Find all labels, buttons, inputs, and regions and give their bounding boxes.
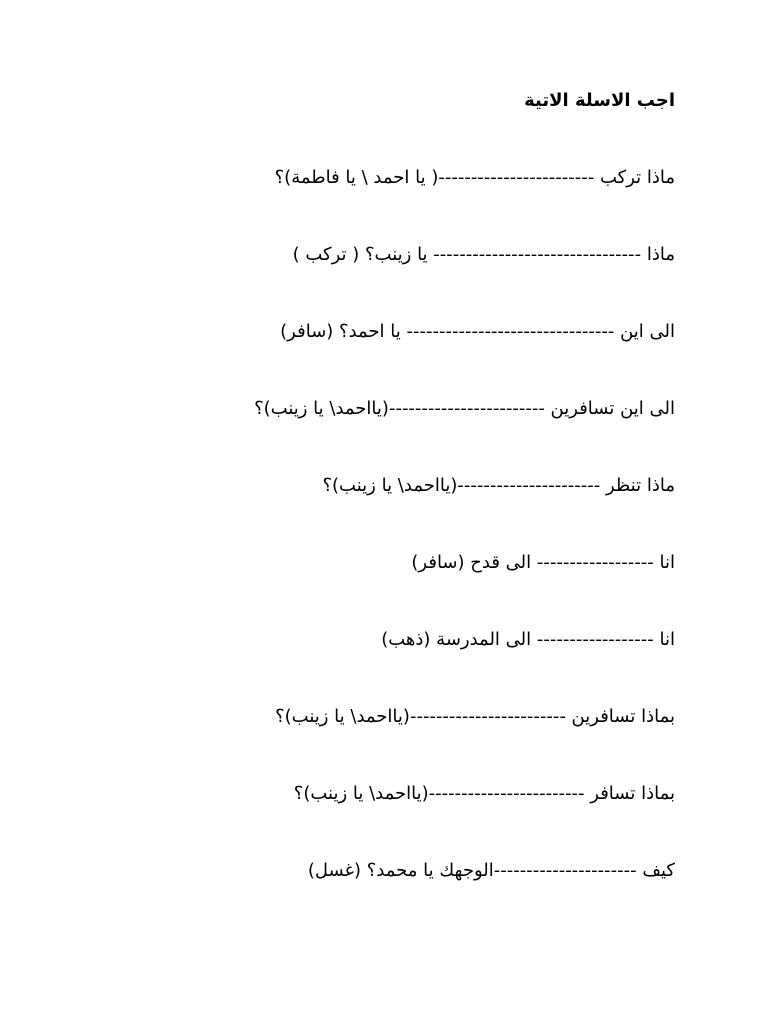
question-line-6: انا ------------------ الى قدح (سافر) — [411, 552, 675, 573]
question-line-9: بماذا تسافر ------------------------(يااحمد\ يا زينب)؟ — [293, 783, 675, 804]
worksheet-title: اجب الاسلة الاتية — [524, 90, 675, 111]
question-line-7: انا ------------------ الى المدرسة (ذهب) — [381, 629, 675, 650]
question-line-3: الى اين -------------------------------- يا احمد؟ (سافر) — [280, 321, 675, 342]
question-line-2: ماذا -------------------------------- يا زينب؟ ( تركب ) — [292, 244, 675, 265]
worksheet-body — [55, 62, 675, 909]
question-line-5: ماذا تنظر ----------------------(يااحمد\ يا زينب)؟ — [322, 475, 675, 496]
question-line-4: الى اين تسافرين ------------------------(يااحمد\ يا زينب)؟ — [254, 398, 675, 419]
question-line-8: بماذا تسافرين ------------------------(يااحمد\ يا زينب)؟ — [275, 706, 675, 727]
question-line-10: كيف ----------------------الوجهك يا محمد؟ (غسل) — [307, 860, 675, 881]
question-line-1: ماذا تركب ------------------------( يا احمد \ يا فاطمة)؟ — [274, 167, 675, 188]
